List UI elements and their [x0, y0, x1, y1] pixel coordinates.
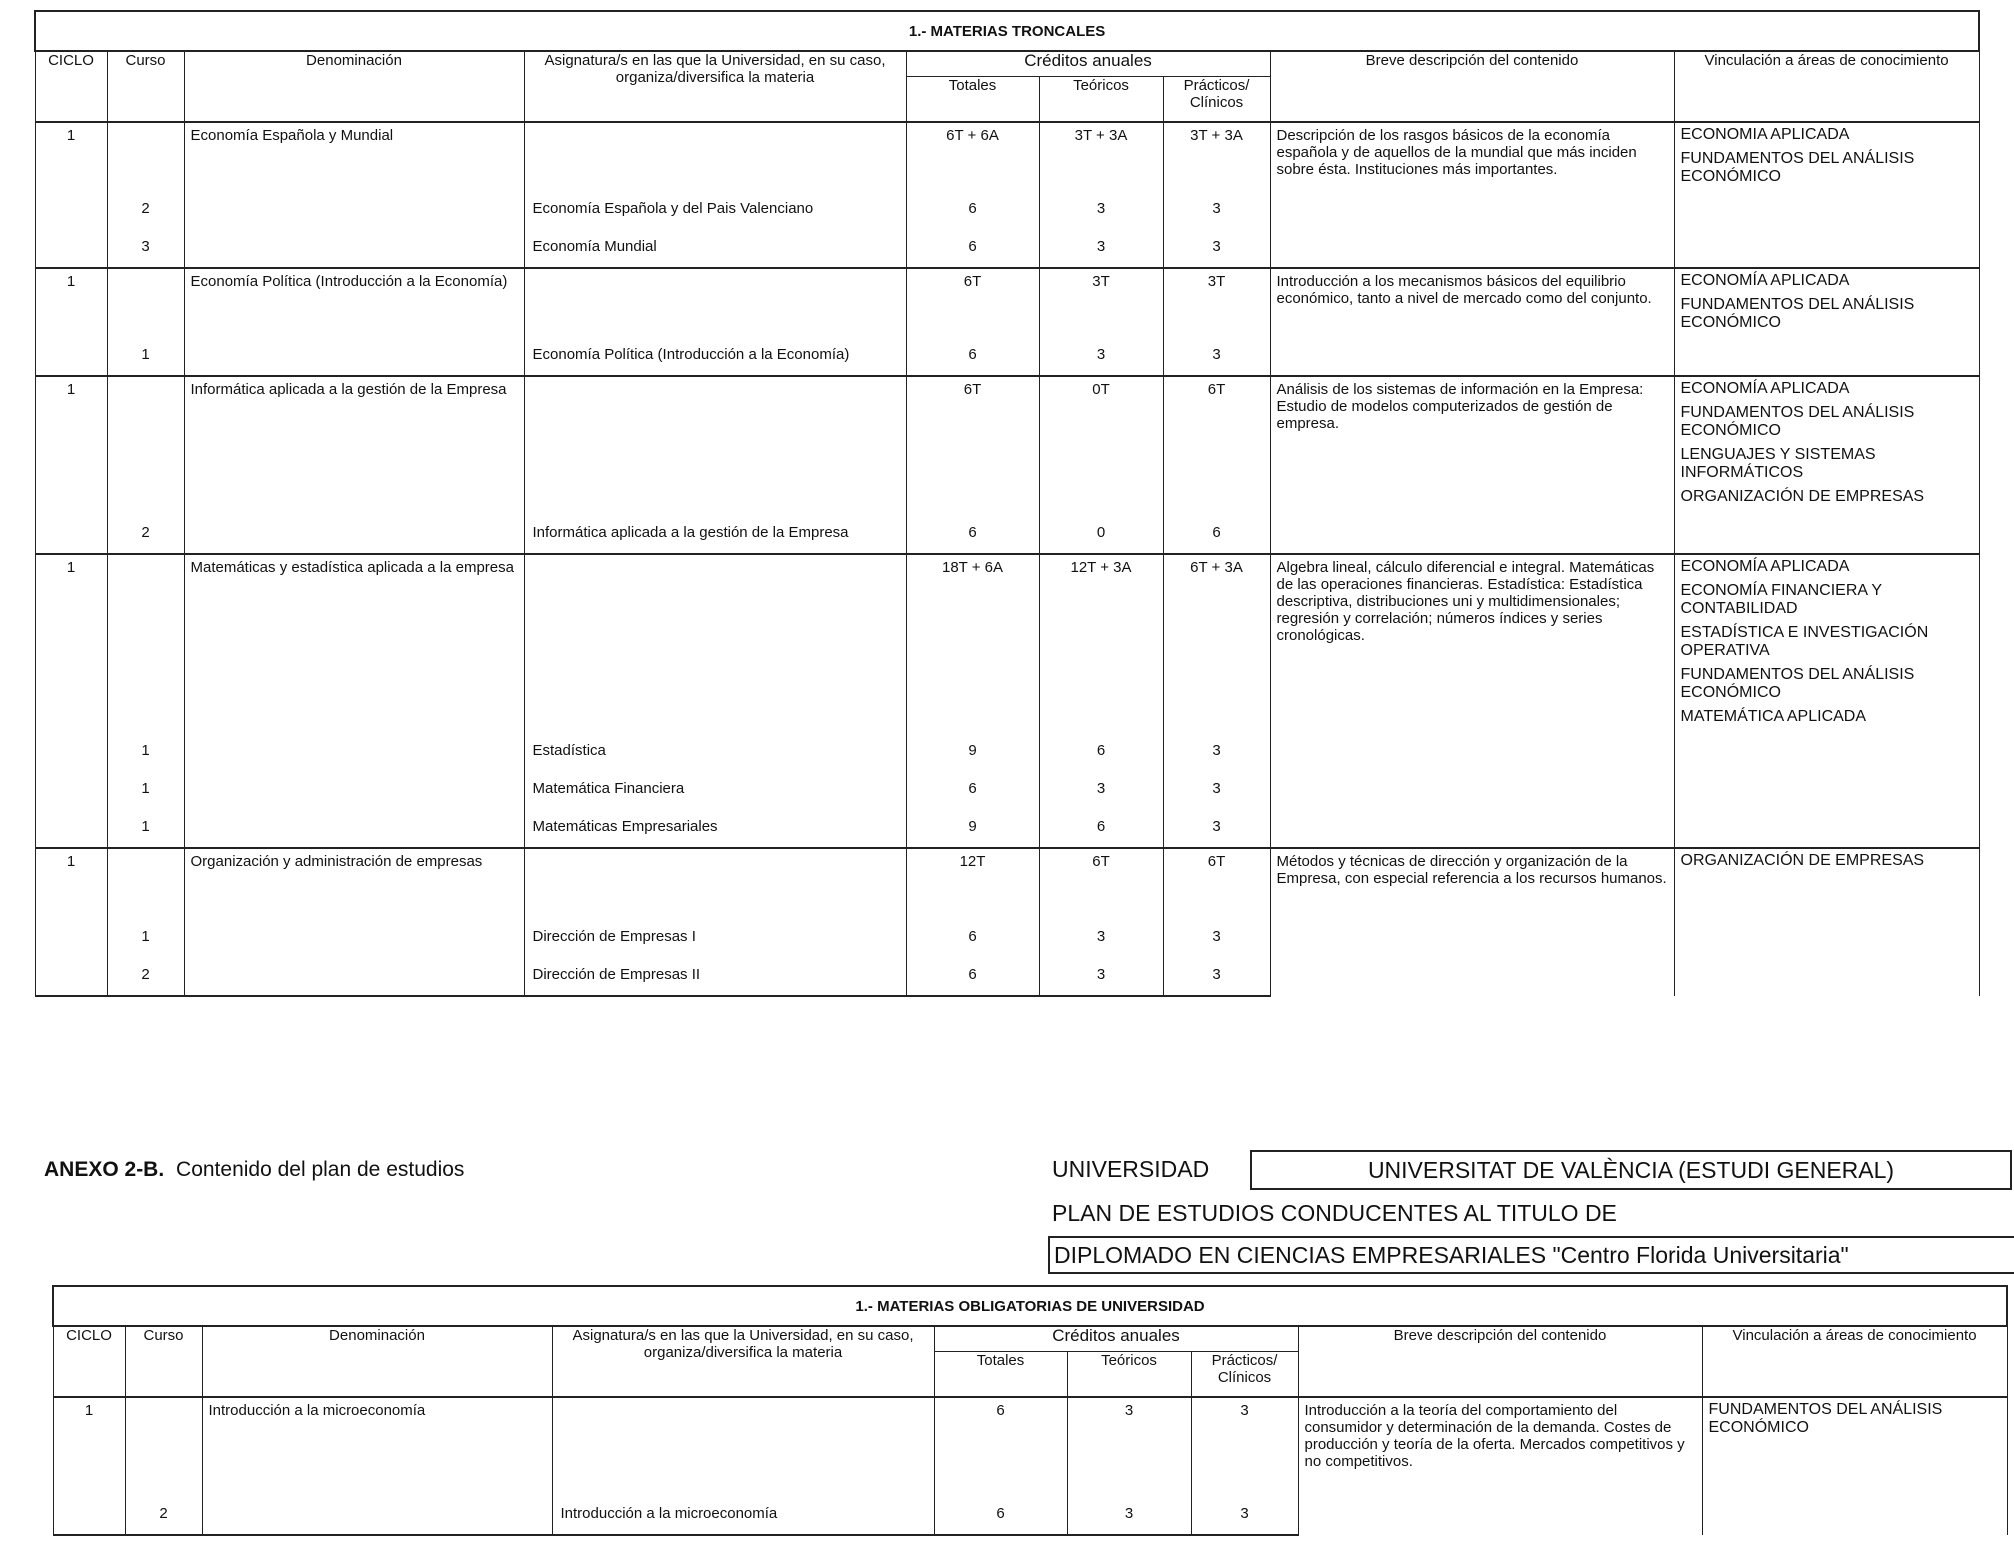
- practicos-cell: 6T: [1163, 376, 1270, 516]
- asignatura-cell: Dirección de Empresas II: [524, 958, 906, 996]
- totales-cell: 6T: [906, 376, 1039, 516]
- totales-cell: 18T + 6A: [906, 554, 1039, 734]
- header-practicos: Prácticos/ Clínicos: [1191, 1352, 1298, 1398]
- header-teoricos: Teóricos: [1067, 1352, 1191, 1398]
- curso-cell: 1: [107, 734, 184, 772]
- ciclo-cell: 1: [53, 1397, 125, 1497]
- denominacion-cell: Introducción a la microeconomía: [202, 1397, 552, 1497]
- teoricos-cell: 3: [1039, 192, 1163, 230]
- asignatura-cell: Matemática Financiera: [524, 772, 906, 810]
- area-item: ECONOMÍA APLICADA: [1680, 380, 1850, 397]
- ciclo-cell: 1: [35, 122, 107, 192]
- totales-cell: 6: [906, 338, 1039, 376]
- area-item: ECONOMÍA APLICADA: [1680, 558, 1850, 575]
- header-ciclo: CICLO: [53, 1326, 125, 1397]
- annex-label: ANEXO 2-B.: [44, 1158, 165, 1181]
- asignatura-cell: Economía Política (Introducción a la Economía): [524, 338, 906, 376]
- denominacion-cell: Economía Española y Mundial: [184, 122, 524, 192]
- subject-group: [35, 122, 1979, 268]
- totales-cell: 6: [906, 516, 1039, 554]
- totales-cell: 6: [906, 192, 1039, 230]
- practicos-cell: 3: [1163, 772, 1270, 810]
- area-item: FUNDAMENTOS DEL ANÁLISIS ECONÓMICO: [1680, 150, 1915, 185]
- header-totales: Totales: [934, 1352, 1067, 1398]
- teoricos-cell: 0T: [1039, 376, 1163, 516]
- practicos-cell: 6T + 3A: [1163, 554, 1270, 734]
- area-item: ECONOMÍA APLICADA: [1680, 272, 1850, 289]
- header-denominacion: Denominación: [184, 51, 524, 122]
- curso-cell: 2: [107, 516, 184, 554]
- denominacion-cell: Organización y administración de empresas: [184, 848, 524, 920]
- universidad-label: UNIVERSIDAD: [1052, 1156, 1210, 1182]
- header-totales: Totales: [906, 77, 1039, 123]
- teoricos-cell: 0: [1039, 516, 1163, 554]
- area-item: ESTADÍSTICA E INVESTIGACIÓN OPERATIVA: [1680, 624, 1929, 659]
- area-item: FUNDAMENTOS DEL ANÁLISIS ECONÓMICO: [1708, 1401, 1943, 1436]
- area-item: ECONOMIA APLICADA: [1680, 126, 1850, 143]
- area-item: ORGANIZACIÓN DE EMPRESAS: [1680, 488, 1925, 505]
- teoricos-cell: 6: [1039, 734, 1163, 772]
- asignatura-cell: Introducción a la microeconomía: [552, 1497, 934, 1535]
- denominacion-cell: Economía Política (Introducción a la Economía): [184, 268, 524, 338]
- curso-cell: 1: [107, 772, 184, 810]
- area-item: FUNDAMENTOS DEL ANÁLISIS ECONÓMICO: [1680, 666, 1915, 701]
- descripcion-cell: Introducción a la teoría del comportamiento del consumidor y determinación de la demanda. Costes de producción y teoría de la oferta. Mercados competitivos y no competitivos.: [1298, 1397, 1702, 1535]
- descripcion-cell: Métodos y técnicas de dirección y organización de la Empresa, con especial referencia a los recursos humanos.: [1270, 848, 1674, 996]
- annex-text: Contenido del plan de estudios: [176, 1158, 465, 1181]
- header-practicos: Prácticos/ Clínicos: [1163, 77, 1270, 123]
- curso-cell: 1: [107, 338, 184, 376]
- totales-cell: 9: [906, 810, 1039, 848]
- asignatura-cell: [524, 122, 906, 192]
- teoricos-cell: 3: [1067, 1497, 1191, 1535]
- teoricos-cell: 3T + 3A: [1039, 122, 1163, 192]
- practicos-cell: 3: [1191, 1497, 1298, 1535]
- practicos-cell: 6T: [1163, 848, 1270, 920]
- totales-cell: 6: [906, 920, 1039, 958]
- subject-group: [35, 554, 1979, 848]
- header-curso: Curso: [107, 51, 184, 122]
- areas-cell: [1674, 122, 1979, 268]
- teoricos-cell: 3T: [1039, 268, 1163, 338]
- header-ciclo: CICLO: [35, 51, 107, 122]
- titulo-name: DIPLOMADO EN CIENCIAS EMPRESARIALES "Centro Florida Universitaria": [1048, 1236, 2014, 1274]
- materias-obligatorias-table: [52, 1285, 2008, 1536]
- subject-group: [35, 848, 1979, 996]
- asignatura-cell: Matemáticas Empresariales: [524, 810, 906, 848]
- ciclo-cell: 1: [35, 848, 107, 920]
- curso-cell: 2: [125, 1497, 202, 1535]
- totales-cell: 6T + 6A: [906, 122, 1039, 192]
- areas-cell: [1674, 848, 1979, 996]
- subject-group: [35, 376, 1979, 554]
- areas-cell: [1702, 1397, 2007, 1535]
- teoricos-cell: 3: [1039, 920, 1163, 958]
- header-vinculacion: Vinculación a áreas de conocimiento: [1674, 51, 1979, 122]
- asignatura-cell: Economía Española y del Pais Valenciano: [524, 192, 906, 230]
- header-asignatura: Asignatura/s en las que la Universidad, en su caso, organiza/diversifica la materia: [552, 1326, 934, 1397]
- teoricos-cell: 3: [1039, 772, 1163, 810]
- header-descripcion: Breve descripción del contenido: [1298, 1326, 1702, 1397]
- curso-cell: 2: [107, 192, 184, 230]
- areas-cell: [1674, 268, 1979, 376]
- descripcion-cell: Análisis de los sistemas de información en la Empresa: Estudio de modelos computerizados de gestión de empresa.: [1270, 376, 1674, 554]
- practicos-cell: 3: [1163, 734, 1270, 772]
- annex-heading: [44, 1158, 464, 1182]
- header-vinculacion: Vinculación a áreas de conocimiento: [1702, 1326, 2007, 1397]
- practicos-cell: 3: [1163, 192, 1270, 230]
- ciclo-cell: 1: [35, 268, 107, 338]
- materias-troncales-table: [34, 10, 1980, 997]
- header-asignatura: Asignatura/s en las que la Universidad, en su caso, organiza/diversifica la materia: [524, 51, 906, 122]
- area-item: FUNDAMENTOS DEL ANÁLISIS ECONÓMICO: [1680, 296, 1915, 331]
- curso-cell: 3: [107, 230, 184, 268]
- header-curso: Curso: [125, 1326, 202, 1397]
- header-teoricos: Teóricos: [1039, 77, 1163, 123]
- totales-cell: 6: [906, 230, 1039, 268]
- section-title: 1.- MATERIAS TRONCALES: [35, 11, 1979, 51]
- descripcion-cell: Algebra lineal, cálculo diferencial e integral. Matemáticas de las operaciones financieras. Estadística: Estadística descriptiva, distribuciones uni y multidimensionales; regresión y correlación; números índices y series cronológicas.: [1270, 554, 1674, 848]
- asignatura-cell: Informática aplicada a la gestión de la Empresa: [524, 516, 906, 554]
- teoricos-cell: 6T: [1039, 848, 1163, 920]
- practicos-cell: 3: [1163, 230, 1270, 268]
- area-item: MATEMÁTICA APLICADA: [1680, 708, 1867, 725]
- practicos-cell: 3: [1163, 338, 1270, 376]
- practicos-cell: 3: [1163, 920, 1270, 958]
- practicos-cell: 3: [1163, 958, 1270, 996]
- areas-cell: [1674, 554, 1979, 848]
- plan-label: PLAN DE ESTUDIOS CONDUCENTES AL TITULO DE: [1052, 1200, 1617, 1226]
- asignatura-cell: Economía Mundial: [524, 230, 906, 268]
- universidad-name: UNIVERSITAT DE VALÈNCIA (ESTUDI GENERAL): [1250, 1150, 2012, 1190]
- teoricos-cell: 3: [1039, 230, 1163, 268]
- area-item: LENGUAJES Y SISTEMAS INFORMÁTICOS: [1680, 446, 1876, 481]
- header-denominacion: Denominación: [202, 1326, 552, 1397]
- header-creditos: Créditos anuales: [934, 1326, 1298, 1352]
- totales-cell: 6T: [906, 268, 1039, 338]
- area-item: ORGANIZACIÓN DE EMPRESAS: [1680, 852, 1925, 869]
- header-creditos: Créditos anuales: [906, 51, 1270, 77]
- teoricos-cell: 12T + 3A: [1039, 554, 1163, 734]
- section-title: 1.- MATERIAS OBLIGATORIAS DE UNIVERSIDAD: [53, 1286, 2007, 1326]
- descripcion-cell: Introducción a los mecanismos básicos del equilibrio económico, tanto a nivel de mercado como del conjunto.: [1270, 268, 1674, 376]
- totales-cell: 12T: [906, 848, 1039, 920]
- totales-cell: 6: [906, 772, 1039, 810]
- teoricos-cell: 3: [1039, 338, 1163, 376]
- area-item: ECONOMÍA FINANCIERA Y CONTABILIDAD: [1680, 582, 1882, 617]
- asignatura-cell: Dirección de Empresas I: [524, 920, 906, 958]
- subject-group: [53, 1397, 2007, 1535]
- areas-cell: [1674, 376, 1979, 554]
- area-item: FUNDAMENTOS DEL ANÁLISIS ECONÓMICO: [1680, 404, 1915, 439]
- practicos-cell: 3: [1163, 810, 1270, 848]
- curso-cell: 1: [107, 920, 184, 958]
- curso-cell: 2: [107, 958, 184, 996]
- denominacion-cell: Informática aplicada a la gestión de la Empresa: [184, 376, 524, 516]
- descripcion-cell: Descripción de los rasgos básicos de la economía española y de aquellos de la mundial que más inciden sobre ésta. Instituciones más importantes.: [1270, 122, 1674, 268]
- totales-cell: 6: [934, 1397, 1067, 1497]
- practicos-cell: 3T + 3A: [1163, 122, 1270, 192]
- totales-cell: 9: [906, 734, 1039, 772]
- ciclo-cell: 1: [35, 376, 107, 516]
- totales-cell: 6: [934, 1497, 1067, 1535]
- practicos-cell: 6: [1163, 516, 1270, 554]
- ciclo-cell: 1: [35, 554, 107, 734]
- practicos-cell: 3: [1191, 1397, 1298, 1497]
- asignatura-cell: Estadística: [524, 734, 906, 772]
- teoricos-cell: 6: [1039, 810, 1163, 848]
- denominacion-cell: Matemáticas y estadística aplicada a la empresa: [184, 554, 524, 734]
- teoricos-cell: 3: [1067, 1397, 1191, 1497]
- teoricos-cell: 3: [1039, 958, 1163, 996]
- subject-group: [35, 268, 1979, 376]
- curso-cell: [107, 122, 184, 192]
- curso-cell: 1: [107, 810, 184, 848]
- totales-cell: 6: [906, 958, 1039, 996]
- practicos-cell: 3T: [1163, 268, 1270, 338]
- header-descripcion: Breve descripción del contenido: [1270, 51, 1674, 122]
